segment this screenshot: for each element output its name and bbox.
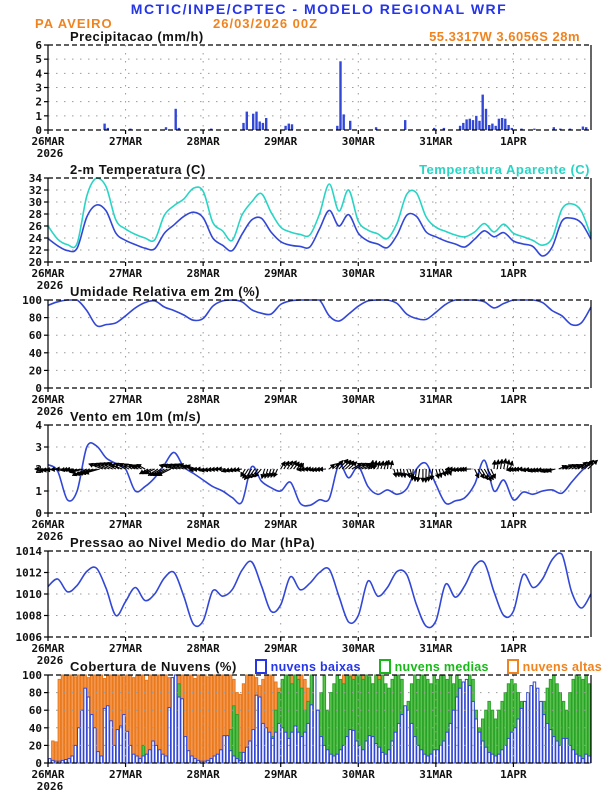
x-tick-label: 1APR [500,518,527,531]
station-coordinates: 55.3317W 3.6056S 28m [429,29,580,44]
x-tick-label: 1APR [500,135,527,148]
station-name: PA AVEIRO [35,16,113,31]
x-axis [31,763,527,792]
wind-arrows [35,459,598,483]
y-tick-label: 0 [35,757,42,770]
x-axis [31,130,527,160]
y-axis [22,294,48,395]
panel-border [48,178,591,262]
y-tick-label: 40 [28,346,42,360]
y-axis [35,419,48,520]
x-tick-label: 26MAR [31,393,65,406]
panel-rh [22,294,591,418]
x-tick-label: 1APR [500,393,527,406]
x-tick-label: 26MAR [31,518,65,531]
legend-label-low-clouds: nuvens baixas [270,659,361,674]
x-tick-label: 29MAR [264,642,298,655]
x-tick-label: 26MAR [31,267,65,280]
mid-clouds-swatch-icon [379,659,391,674]
x-tick-label: 27MAR [109,393,143,406]
gridlines [48,178,591,262]
page-title: MCTIC/INPE/CPTEC - MODELO REGIONAL WRF [130,1,508,17]
y-tick-label: 1 [35,109,42,123]
y-tick-label: 1010 [15,588,42,601]
x-tick-year-label: 2026 [36,530,64,543]
y-tick-label: 28 [28,208,42,221]
x-tick-label: 31MAR [419,135,453,148]
y-tick-label: 60 [28,329,42,343]
x-tick-label: 1APR [500,642,527,655]
y-tick-label: 2 [35,95,42,109]
wind10m-line [48,443,591,506]
panel-title-wind: Vento em 10m (m/s) [70,409,202,424]
y-tick-label: 4 [35,67,42,81]
legend-label-high-clouds: nuvens altas [522,659,602,674]
x-tick-label: 29MAR [264,267,298,280]
y-tick-label: 20 [28,739,42,753]
legend-item-mid-clouds [379,659,489,674]
legend-item-high-clouds [507,659,602,674]
low-clouds-swatch-icon [255,659,267,674]
y-tick-label: 20 [28,364,42,378]
y-tick-label: 60 [28,704,42,718]
x-tick-label: 27MAR [109,642,143,655]
x-tick-label: 30MAR [341,518,375,531]
y-tick-label: 3 [35,441,42,454]
precip-bars [103,61,587,130]
y-tick-label: 1006 [15,631,42,644]
x-tick-year-label: 2026 [36,279,64,292]
y-axis [16,545,49,644]
y-tick-label: 20 [28,256,42,269]
x-tick-label: 30MAR [341,768,375,781]
x-tick-label: 29MAR [264,768,298,781]
y-tick-label: 0 [35,507,42,520]
x-tick-label: 28MAR [186,518,220,531]
cloud-legend [70,659,602,674]
y-tick-label: 22 [28,244,42,257]
y-tick-label: 0 [35,124,42,137]
x-tick-label: 28MAR [186,642,220,655]
x-tick-label: 27MAR [109,135,143,148]
y-tick-label: 32 [28,184,42,197]
y-axis [35,39,48,137]
y-tick-label: 6 [35,39,42,52]
y-tick-label: 100 [22,669,42,682]
x-tick-label: 28MAR [186,135,220,148]
x-tick-label: 29MAR [264,518,298,531]
x-tick-label: 28MAR [186,768,220,781]
panel-pres [16,545,592,667]
y-tick-label: 1014 [15,545,42,558]
y-tick-label: 0 [35,382,42,395]
x-tick-label: 31MAR [419,768,453,781]
y-tick-label: 30 [28,196,42,209]
y-tick-label: 100 [22,294,42,307]
panel-cloud [22,669,591,792]
x-tick-label: 30MAR [341,267,375,280]
panel-title-pressure: Pressao ao Nivel Medio do Mar (hPa) [70,535,316,550]
high-clouds-swatch-icon [507,659,519,674]
x-tick-year-label: 2026 [36,780,64,792]
slp-line [48,553,591,627]
x-tick-year-label: 2026 [36,654,64,667]
x-tick-label: 26MAR [31,135,65,148]
panel-title-precip: Precipitacao (mm/h) [70,29,204,44]
y-tick-label: 80 [28,686,42,700]
x-tick-label: 29MAR [264,393,298,406]
y-tick-label: 4 [35,419,42,432]
x-tick-label: 28MAR [186,267,220,280]
panel-temp [29,172,591,292]
rh2m-line [48,300,591,326]
y-tick-label: 34 [28,172,42,185]
x-tick-label: 1APR [500,768,527,781]
y-axis [29,172,48,269]
panel-precip [31,39,591,160]
model-run-datetime: 26/03/2026 00Z [213,16,319,31]
panel-title-temperature: 2-m Temperatura (C) [70,162,206,177]
x-tick-label: 30MAR [341,135,375,148]
x-tick-label: 26MAR [31,768,65,781]
y-tick-label: 1012 [15,566,42,580]
legend-item-low-clouds [255,659,361,674]
gridlines [48,45,591,130]
panel-title-humidity: Umidade Relativa em 2m (%) [70,284,261,299]
y-tick-label: 1 [35,485,42,498]
x-tick-label: 31MAR [419,642,453,655]
x-tick-year-label: 2026 [36,405,64,418]
y-tick-label: 26 [28,220,42,233]
x-tick-label: 27MAR [109,768,143,781]
y-axis [22,669,48,770]
x-tick-label: 31MAR [419,267,453,280]
x-tick-label: 26MAR [31,642,65,655]
y-tick-label: 1008 [15,609,42,623]
x-tick-year-label: 2026 [36,147,64,160]
x-tick-label: 28MAR [186,393,220,406]
panel-title-apparent-temperature: Temperatura Aparente (C) [419,162,590,177]
y-tick-label: 80 [28,311,42,325]
y-tick-label: 5 [35,53,42,67]
x-tick-label: 30MAR [341,393,375,406]
y-tick-label: 24 [28,232,42,245]
x-tick-label: 27MAR [109,267,143,280]
panel-title-cloud-cover: Cobertura de Nuvens (%) [70,659,237,674]
x-tick-label: 27MAR [109,518,143,531]
x-tick-label: 31MAR [419,518,453,531]
y-tick-label: 2 [35,463,42,476]
x-tick-label: 1APR [500,267,527,280]
y-tick-label: 3 [35,81,42,95]
y-tick-label: 40 [28,721,42,735]
legend-label-mid-clouds: nuvens medias [394,659,489,674]
x-tick-label: 29MAR [264,135,298,148]
x-tick-label: 30MAR [341,642,375,655]
x-tick-label: 31MAR [419,393,453,406]
panel-wind [31,419,597,543]
